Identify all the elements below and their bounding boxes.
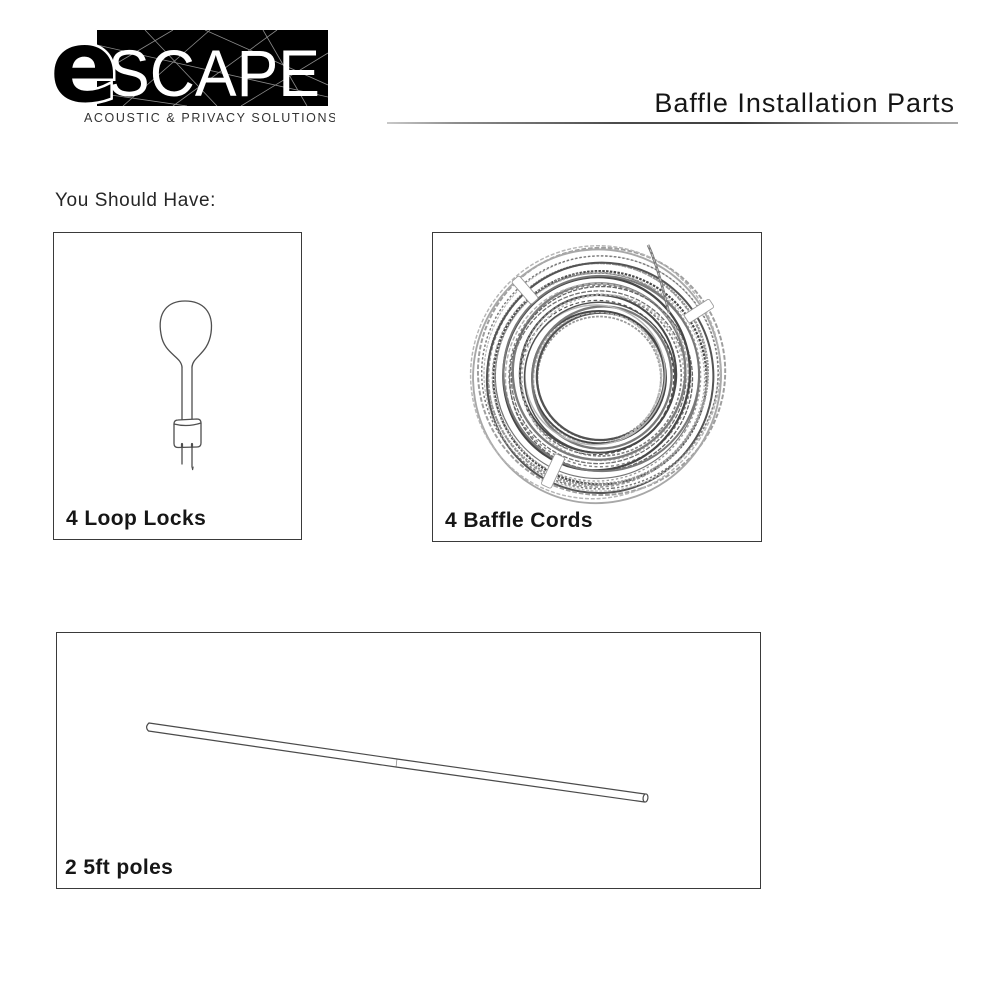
- pole-illustration: [57, 633, 759, 887]
- part-card-poles: [56, 632, 761, 889]
- baffle-cord-illustration: [433, 233, 760, 540]
- page-title: Baffle Installation Parts: [654, 88, 955, 118]
- cable-coil: [433, 233, 760, 540]
- escape-logo: [45, 27, 335, 132]
- logo-wordmark: SCAPE: [108, 36, 320, 110]
- logo-tagline: ACOUSTIC & PRIVACY SOLUTIONS: [83, 111, 335, 125]
- loop-lock-illustration: [54, 233, 300, 538]
- lock-body: [174, 419, 201, 448]
- part-label-loop-locks: 4 Loop Locks: [66, 507, 207, 530]
- logo-e-mark: e: [50, 27, 118, 125]
- part-label-baffle-cords: 4 Baffle Cords: [445, 509, 593, 532]
- intro-text: You Should Have:: [55, 190, 217, 211]
- title-underline-rule: [387, 122, 958, 124]
- escape-logo-graphic: [45, 27, 335, 132]
- part-card-loop-locks: [53, 232, 302, 540]
- part-label-poles: 2 5ft poles: [65, 856, 174, 879]
- loop-wire: [160, 301, 211, 367]
- part-card-baffle-cords: [432, 232, 762, 542]
